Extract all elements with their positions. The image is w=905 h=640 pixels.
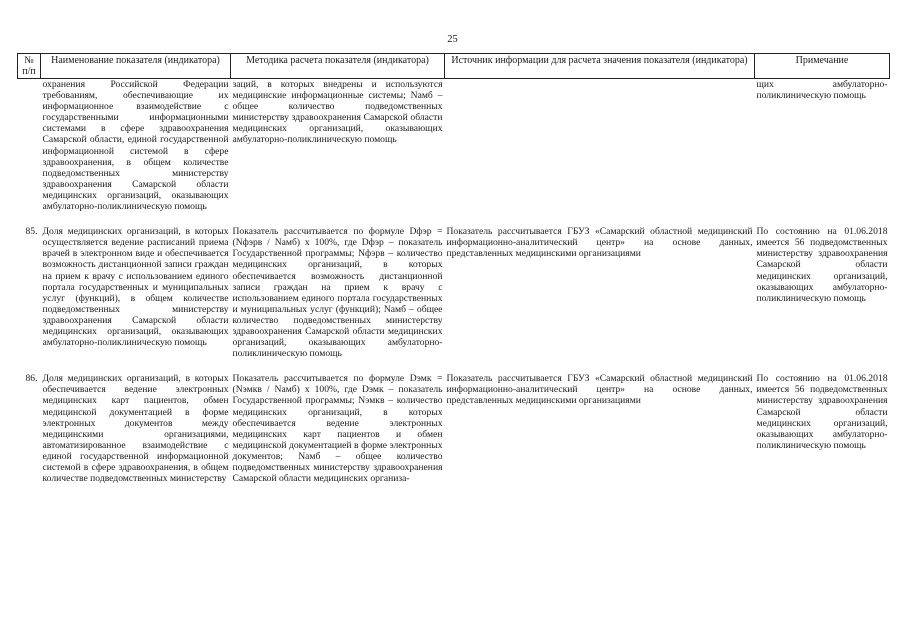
row-method: заций, в которых внедрены и используются медицинские информационные системы; Nамб – общее количество подведомственных министерству здравоохранения Самарской области медицинских организаций, оказывающих амбулаторно-поликлиническую помощь <box>232 79 443 146</box>
row-num <box>18 79 41 213</box>
row-note: По состоянию на 01.06.2018 имеется 56 подведомственных министерству здравоохранения Самарской области медицинских организаций, оказывающих амбулаторно-поликлиническую помощь <box>756 373 888 451</box>
row-source <box>445 79 755 213</box>
row-name: Доля медицинских организаций, в которых обеспечивается ведение электронных медицинских карт пациентов, обмен медицинской документацией в форме электронных документов между медицинскими организациями, автоматизированное взаимодействие с единой государственной информационной системой в сфере здравоохранения, в общем количестве подведомственных министерству <box>42 373 229 485</box>
table-row <box>18 373 890 484</box>
header-num: № п/п <box>18 54 41 79</box>
table-row <box>18 226 890 359</box>
row-note: щих амбулаторно-поликлиническую помощь <box>756 79 888 102</box>
row-num: 86. <box>25 373 38 385</box>
row-num: 85. <box>25 226 38 238</box>
indicator-table <box>17 53 890 484</box>
row-method: Показатель рассчитывается по формуле Dэмк = (Nэмкв / Nамб) x 100%, где Dэмк – показатель Государственной программы; Nэмкв – количество медицинских организаций, в которых обеспечивается ведение электронных медицинских карт пациентов и обмен медицинской документацией в форме электронных документов; Nамб – общее количество подведомственных министерству здравоохранения Самарской области медицинских организа- <box>232 373 443 485</box>
row-source: Показатель рассчитывается ГБУЗ «Самарский областной медицинский информационно-аналитический центр» на основе данных, представленных медицинскими организациями <box>446 226 753 260</box>
row-source: Показатель рассчитывается ГБУЗ «Самарский областной медицинский информационно-аналитический центр» на основе данных, представленных медицинскими организациями <box>446 373 753 407</box>
table-row <box>18 79 890 213</box>
header-name: Наименование показателя (индикатора) <box>41 54 231 79</box>
header-note: Примечание <box>755 54 890 79</box>
header-source: Источник информации для расчета значения показателя (индикатора) <box>445 54 755 79</box>
row-name: Доля медицинских организаций, в которых осуществляется ведение расписаний приема врачей в электронном виде и обеспечивается возможность дистанционной записи граждан на прием к врачу с использованием единого портала государственных и муниципальных услуг (функций), в общем количестве подведомственных министерству здравоохранения Самарской области медицинских организаций, оказывающих амбулаторно-поликлиническую помощь <box>42 226 229 349</box>
page-number: 25 <box>447 34 458 45</box>
row-spacer <box>18 212 890 226</box>
table-header-row <box>18 54 890 79</box>
row-method: Показатель рассчитывается по формуле Dфэр = (Nфэрв / Nамб) x 100%, где Dфэр – показатель Государственной программы; Nфэрв – количество медицинских организаций, в которых обеспечивается возможность дистанционной записи граждан на прием к врачу с использованием единого портала государственных и муниципальных услуг (функций); Nамб – общее количество подведомственных министерству здравоохранения Самарской области медицинских организаций, оказывающих амбулаторно-поликлиническую помощь <box>232 226 443 360</box>
row-note: По состоянию на 01.06.2018 имеется 56 подведомственных министерству здравоохранения Самарской области медицинских организаций, оказывающих амбулаторно-поликлиническую помощь <box>756 226 888 304</box>
row-name: охранения Российской Федерации требованиям, обеспечивающие их информационное взаимодействие с государственными информационными системами в сфере здравоохранения Самарской области, единой государственной информационной системой в сфере здравоохранения, в общем количестве подведомственных министерству здравоохранения Самарской области медицинских организаций, оказывающих амбулаторно-поликлиническую помощь <box>42 79 229 213</box>
row-spacer <box>18 359 890 373</box>
header-method: Методика расчета показателя (индикатора) <box>231 54 445 79</box>
